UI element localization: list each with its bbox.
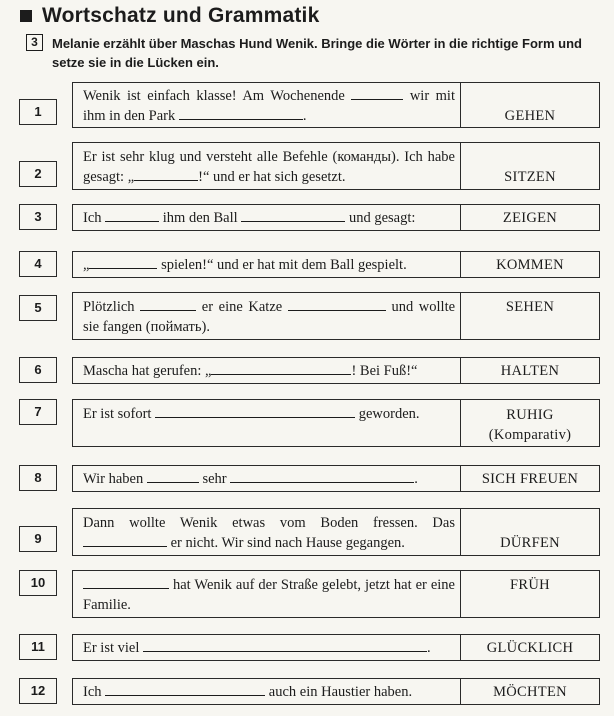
source-word: ZEIGEN <box>502 210 558 226</box>
row-number: 11 <box>19 634 57 660</box>
source-word: KOMMEN <box>496 257 564 273</box>
row-number: 7 <box>19 399 57 425</box>
row-number: 4 <box>19 251 57 277</box>
source-word: RUHIG <box>506 407 554 423</box>
answer-blank[interactable] <box>89 255 157 269</box>
sentence-text: Plötzlich er eine Katze und wollte sie fangen (поймать). <box>83 299 456 335</box>
section-header <box>20 4 319 28</box>
section-title: Wortschatz und Grammatik <box>42 4 320 27</box>
sentence-text: hat Wenik auf der Straße gelebt, jetzt hat er eine Familie. <box>83 577 455 613</box>
source-word: HALTEN <box>500 363 560 379</box>
sentence-text: Er ist sehr klug und versteht alle Befehle (команды). Ich habe gesagt: „ !“ und er hat sich gesetzt. <box>83 149 455 185</box>
sentence-box <box>72 292 600 340</box>
answer-blank[interactable] <box>155 404 355 418</box>
row-number: 2 <box>19 161 57 187</box>
answer-blank[interactable] <box>143 638 427 652</box>
sentence-box <box>72 678 600 705</box>
sentence-box <box>72 204 600 231</box>
source-word: SICH FREUEN <box>481 471 579 487</box>
answer-blank[interactable] <box>83 533 167 547</box>
sentence-text: „ spielen!“ und er hat mit dem Ball gespielt. <box>83 257 407 273</box>
sentence-text: Er ist viel . <box>83 640 431 656</box>
row-number: 1 <box>19 99 57 125</box>
answer-blank[interactable] <box>140 297 196 311</box>
sentence-box <box>72 251 600 278</box>
sentence-box <box>72 570 600 618</box>
sentence-text: Mascha hat gerufen: „ ! Bei Fuß!“ <box>83 363 418 379</box>
answer-blank[interactable] <box>241 208 345 222</box>
sentence-box <box>72 357 600 384</box>
row-number: 8 <box>19 465 57 491</box>
answer-blank[interactable] <box>211 361 351 375</box>
sentence-box <box>72 508 600 556</box>
row-number: 12 <box>19 678 57 704</box>
sentence-box <box>72 142 600 190</box>
sentence-box <box>72 634 600 661</box>
task-instruction <box>26 34 596 72</box>
sentence-text: Er ist sofort geworden. <box>83 406 420 422</box>
sentence-box <box>72 82 600 128</box>
sentence-text: Dann wollte Wenik etwas vom Boden fressen. Das er nicht. Wir sind nach Hause gegangen. <box>83 515 455 551</box>
source-word: SEHEN <box>505 299 555 315</box>
sentence-box <box>72 399 600 447</box>
answer-blank[interactable] <box>105 682 265 696</box>
answer-blank[interactable] <box>351 86 403 100</box>
source-word: MÖCHTEN <box>493 684 567 700</box>
sentence-box <box>72 465 600 492</box>
row-number: 6 <box>19 357 57 383</box>
square-bullet-icon <box>20 10 32 22</box>
source-word: DÜRFEN <box>500 535 560 551</box>
task-number: 3 <box>26 34 43 51</box>
sentence-text: Wenik ist einfach klasse! Am Wochenende wir mit ihm in den Park . <box>83 88 455 124</box>
source-word: FRÜH <box>510 577 550 593</box>
row-number: 3 <box>19 204 57 230</box>
source-word: GLÜCKLICH <box>486 640 574 656</box>
sentence-text: Ich auch ein Haustier haben. <box>83 684 413 700</box>
sentence-text: Wir haben sehr . <box>83 471 418 487</box>
source-word: GEHEN <box>504 108 556 124</box>
answer-blank[interactable] <box>83 575 169 589</box>
answer-blank[interactable] <box>230 469 414 483</box>
row-number: 5 <box>19 295 57 321</box>
answer-blank[interactable] <box>179 106 303 120</box>
source-word-note: (Komparativ) <box>488 427 572 443</box>
answer-blank[interactable] <box>134 167 198 181</box>
answer-blank[interactable] <box>147 469 199 483</box>
source-word: SITZEN <box>504 169 556 185</box>
answer-blank[interactable] <box>288 297 386 311</box>
task-text: Melanie erzählt über Maschas Hund Wenik. Bringe die Wörter in die richtige Form und setze sie in die Lücken ein. <box>52 36 582 70</box>
answer-blank[interactable] <box>105 208 159 222</box>
row-number: 10 <box>19 570 57 596</box>
row-number: 9 <box>19 526 57 552</box>
sentence-text: Ich ihm den Ball und gesagt: <box>83 210 416 226</box>
